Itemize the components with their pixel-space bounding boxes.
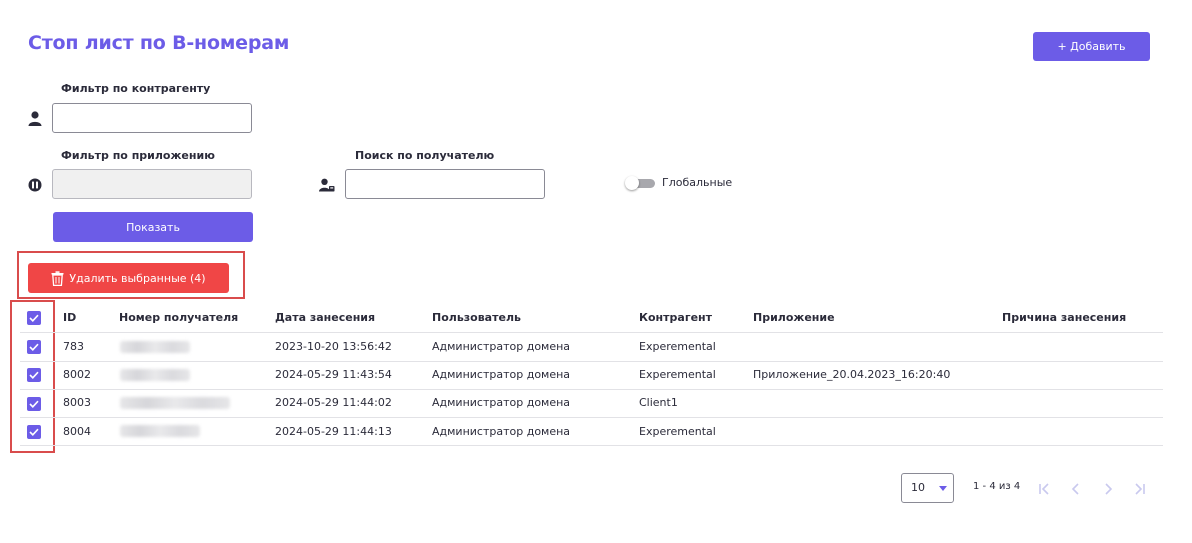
application-filter-label: Фильтр по приложению [61,149,215,162]
pagination-range: 1 - 4 из 4 [973,481,1021,492]
recipient-search-input[interactable] [345,169,545,199]
cell-id: 8002 [63,368,91,381]
application-filter-input[interactable] [52,169,252,199]
counterparty-filter-input[interactable] [52,103,252,133]
col-header-application[interactable]: Приложение [753,311,835,324]
cell-counterparty: Experemental [639,368,716,381]
row-checkbox[interactable] [27,368,41,382]
user-phone-icon [319,177,335,193]
row-checkbox[interactable] [27,425,41,439]
cell-number-redacted [120,369,190,381]
cell-id: 8004 [63,425,91,438]
cell-user: Администратор домена [432,368,571,381]
cell-number-redacted [120,341,190,353]
toggle-knob [625,176,639,190]
cell-user: Администратор домена [432,396,571,409]
next-page-icon[interactable] [1100,481,1116,497]
check-icon [29,314,39,322]
col-header-date[interactable]: Дата занесения [275,311,376,324]
check-icon [29,428,39,436]
cell-user: Администратор домена [432,340,571,353]
check-icon [29,400,39,408]
cell-id: 783 [63,340,84,353]
app-icon [27,177,43,193]
row-divider [20,445,1163,446]
col-header-counterparty[interactable]: Контрагент [639,311,713,324]
trash-icon [51,271,64,286]
delete-selected-label: Удалить выбранные (4) [69,271,206,285]
cell-user: Администратор домена [432,425,571,438]
counterparty-filter-label: Фильтр по контрагенту [61,82,211,95]
page-size-select[interactable] [901,473,954,503]
dropdown-arrow-icon [939,486,947,491]
col-header-id[interactable]: ID [63,311,77,324]
add-button[interactable]: + Добавить [1033,32,1150,61]
show-button[interactable]: Показать [53,212,253,242]
row-divider [20,361,1163,362]
cell-date: 2024-05-29 11:43:54 [275,368,392,381]
cell-date: 2023-10-20 13:56:42 [275,340,392,353]
cell-application: Приложение_20.04.2023_16:20:40 [753,368,951,381]
global-toggle-label: Глобальные [662,176,733,189]
row-checkbox[interactable] [27,397,41,411]
global-toggle[interactable] [625,177,657,189]
first-page-icon[interactable] [1037,481,1053,497]
col-header-number[interactable]: Номер получателя [119,311,239,324]
cell-date: 2024-05-29 11:44:13 [275,425,392,438]
cell-id: 8003 [63,396,91,409]
col-header-user[interactable]: Пользователь [432,311,521,324]
cell-counterparty: Experemental [639,425,716,438]
row-checkbox[interactable] [27,340,41,354]
page-title: Стоп лист по B-номерам [28,32,290,54]
cell-counterparty: Experemental [639,340,716,353]
col-header-reason[interactable]: Причина занесения [1002,311,1127,324]
last-page-icon[interactable] [1131,481,1147,497]
check-icon [29,371,39,379]
cell-date: 2024-05-29 11:44:02 [275,396,392,409]
cell-number-redacted [120,425,200,437]
cell-number-redacted [120,397,230,409]
user-icon [27,110,43,126]
check-icon [29,343,39,351]
select-all-checkbox[interactable] [27,311,41,325]
delete-selected-button[interactable] [28,263,229,293]
row-divider [20,417,1163,418]
page-size-value: 10 [911,481,925,494]
prev-page-icon[interactable] [1068,481,1084,497]
cell-counterparty: Client1 [639,396,678,409]
recipient-search-label: Поиск по получателю [355,149,495,162]
row-divider [20,332,1163,333]
row-divider [20,389,1163,390]
